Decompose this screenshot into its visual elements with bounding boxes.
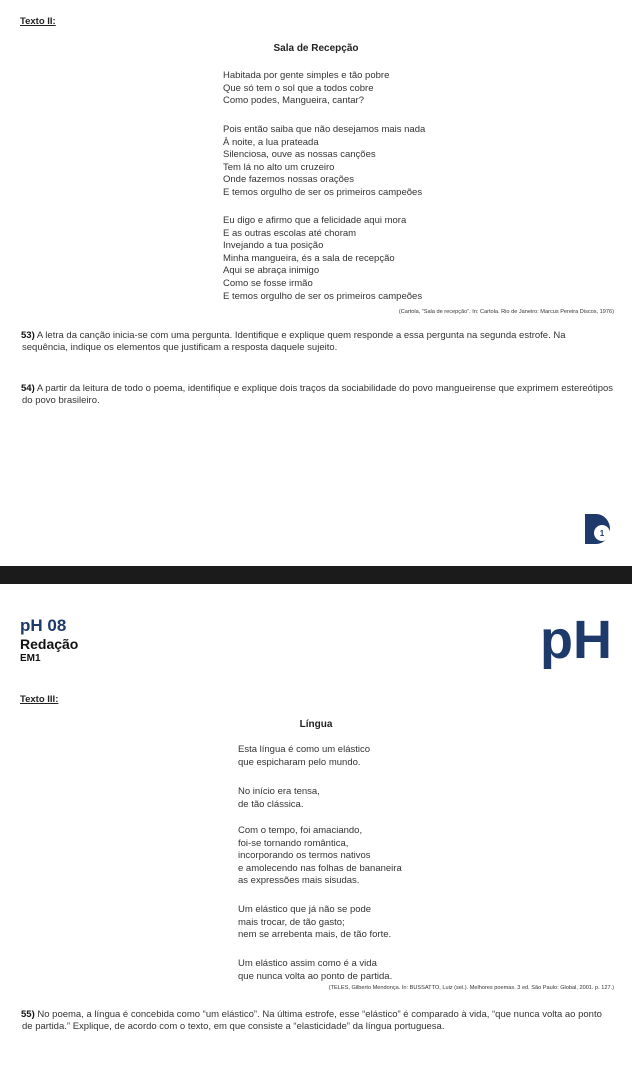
- poem-line: Com o tempo, foi amaciando,: [238, 825, 363, 836]
- texto-2-label: Texto II:: [20, 16, 56, 27]
- poem-line: incorporando os termos nativos: [238, 850, 371, 862]
- poem-stanza-1: [223, 70, 389, 108]
- poem-line: Como se fosse irmão: [223, 277, 313, 289]
- poem-line: que nunca volta ao ponto de partida.: [238, 970, 393, 982]
- poem-line: foi-se tornando romântica,: [238, 837, 349, 849]
- poem-line: que espicharam pelo mundo.: [238, 756, 361, 768]
- poem-line: Um elástico que já não se pode: [238, 904, 372, 915]
- poem-line: Onde fazemos nossas orações: [223, 174, 354, 186]
- question-text: A letra da canção inicia-se com uma pergunta. Identifique e explique quem responde a essa pergunta na segunda estrofe. Na sequência, indique os elementos que justificam a resposta daquele sujeito.: [22, 330, 566, 354]
- question-number: 53): [21, 330, 35, 341]
- question-text: No poema, a língua é concebida como “um elástico”. Na última estrofe, esse “elástico” é comparado à vida, “que nunca volta ao ponto de partida.” Explique, de acordo com o texto, em que consiste a “elasticidade” da língua portuguesa.: [22, 1009, 602, 1033]
- citation-texto-3: (TELES, Gilberto Mendonça. In: BUSSATTO, Luiz (sel.). Melhores poemas. 3 ed. São Paulo: Global, 2001. p. 127.): [328, 985, 614, 991]
- poem-title-lingua: Língua: [299, 719, 333, 730]
- question-number: 55): [21, 1009, 35, 1020]
- poem-line: À noite, a lua prateada: [223, 136, 319, 148]
- poem-line: No início era tensa,: [238, 786, 320, 797]
- subject-title: Redação: [20, 636, 79, 652]
- poem-stanza-2: [238, 786, 320, 811]
- page-divider: [0, 566, 632, 584]
- logo-text: pH: [540, 614, 612, 670]
- question-55: [22, 1009, 614, 1034]
- texto-3-label: Texto III:: [20, 694, 59, 705]
- question-54: [22, 383, 614, 408]
- question-text: A partir da leitura de todo o poema, identifique e explique dois traços da sociabilidade do povo mangueirense que exprimem estereótipos do povo brasileiro.: [22, 383, 614, 407]
- grade-label: EM1: [20, 653, 41, 664]
- poem-stanza-3: [238, 825, 402, 888]
- poem-line: Como podes, Mangueira, cantar?: [223, 95, 364, 107]
- poem-line: Um elástico assim como é a vida: [238, 958, 377, 969]
- poem-line: Minha mangueira, és a sala de recepção: [223, 252, 395, 264]
- poem-line: E as outras escolas até choram: [223, 227, 357, 239]
- poem-line: Que só tem o sol que a todos cobre: [223, 82, 374, 94]
- poem-line: Silenciosa, ouve as nossas canções: [223, 149, 376, 161]
- poem-line: E temos orgulho de ser os primeiros campeões: [223, 290, 423, 302]
- poem-line: as expressões mais sisudas.: [238, 875, 360, 887]
- poem-title-sala-de-recepcao: Sala de Recepção: [273, 43, 359, 54]
- poem-line: mais trocar, de tão gasto;: [238, 916, 345, 928]
- ph-code: pH 08: [20, 616, 67, 635]
- poem-line: Esta língua é como um elástico: [238, 744, 371, 755]
- poem-line: Aqui se abraça inimigo: [223, 265, 320, 277]
- poem-line: Tem lá no alto um cruzeiro: [223, 161, 335, 173]
- poem-line: Pois então saiba que não desejamos mais nada: [223, 124, 426, 135]
- poem-stanza-1: [238, 744, 370, 769]
- poem-line: e amolecendo nas folhas de bananeira: [238, 862, 402, 874]
- poem-line: de tão clássica.: [238, 798, 304, 810]
- poem-line: nem se arrebenta mais, de tão forte.: [238, 929, 392, 941]
- poem-stanza-4: [238, 904, 391, 942]
- ph-logo-icon: [540, 614, 616, 670]
- poem-line: Invejando a tua posição: [223, 240, 324, 252]
- question-number: 54): [21, 383, 35, 394]
- poem-stanza-2: [223, 124, 425, 200]
- page-2: [0, 584, 632, 1078]
- poem-line: E temos orgulho de ser os primeiros campeões: [223, 186, 423, 198]
- poem-stanza-5: [238, 958, 392, 983]
- poem-line: Eu digo e afirmo que a felicidade aqui mora: [223, 215, 407, 226]
- poem-line: Habitada por gente simples e tão pobre: [223, 70, 390, 81]
- page-number: 1: [599, 529, 605, 538]
- page-number-badge-icon: [582, 512, 612, 546]
- question-53: [22, 330, 614, 355]
- poem-stanza-3: [223, 215, 422, 303]
- citation-texto-2: (Cartola, “Sala de recepção”. In: Cartola. Rio de Janeiro: Marcus Pereira Discos, 1976): [398, 309, 614, 315]
